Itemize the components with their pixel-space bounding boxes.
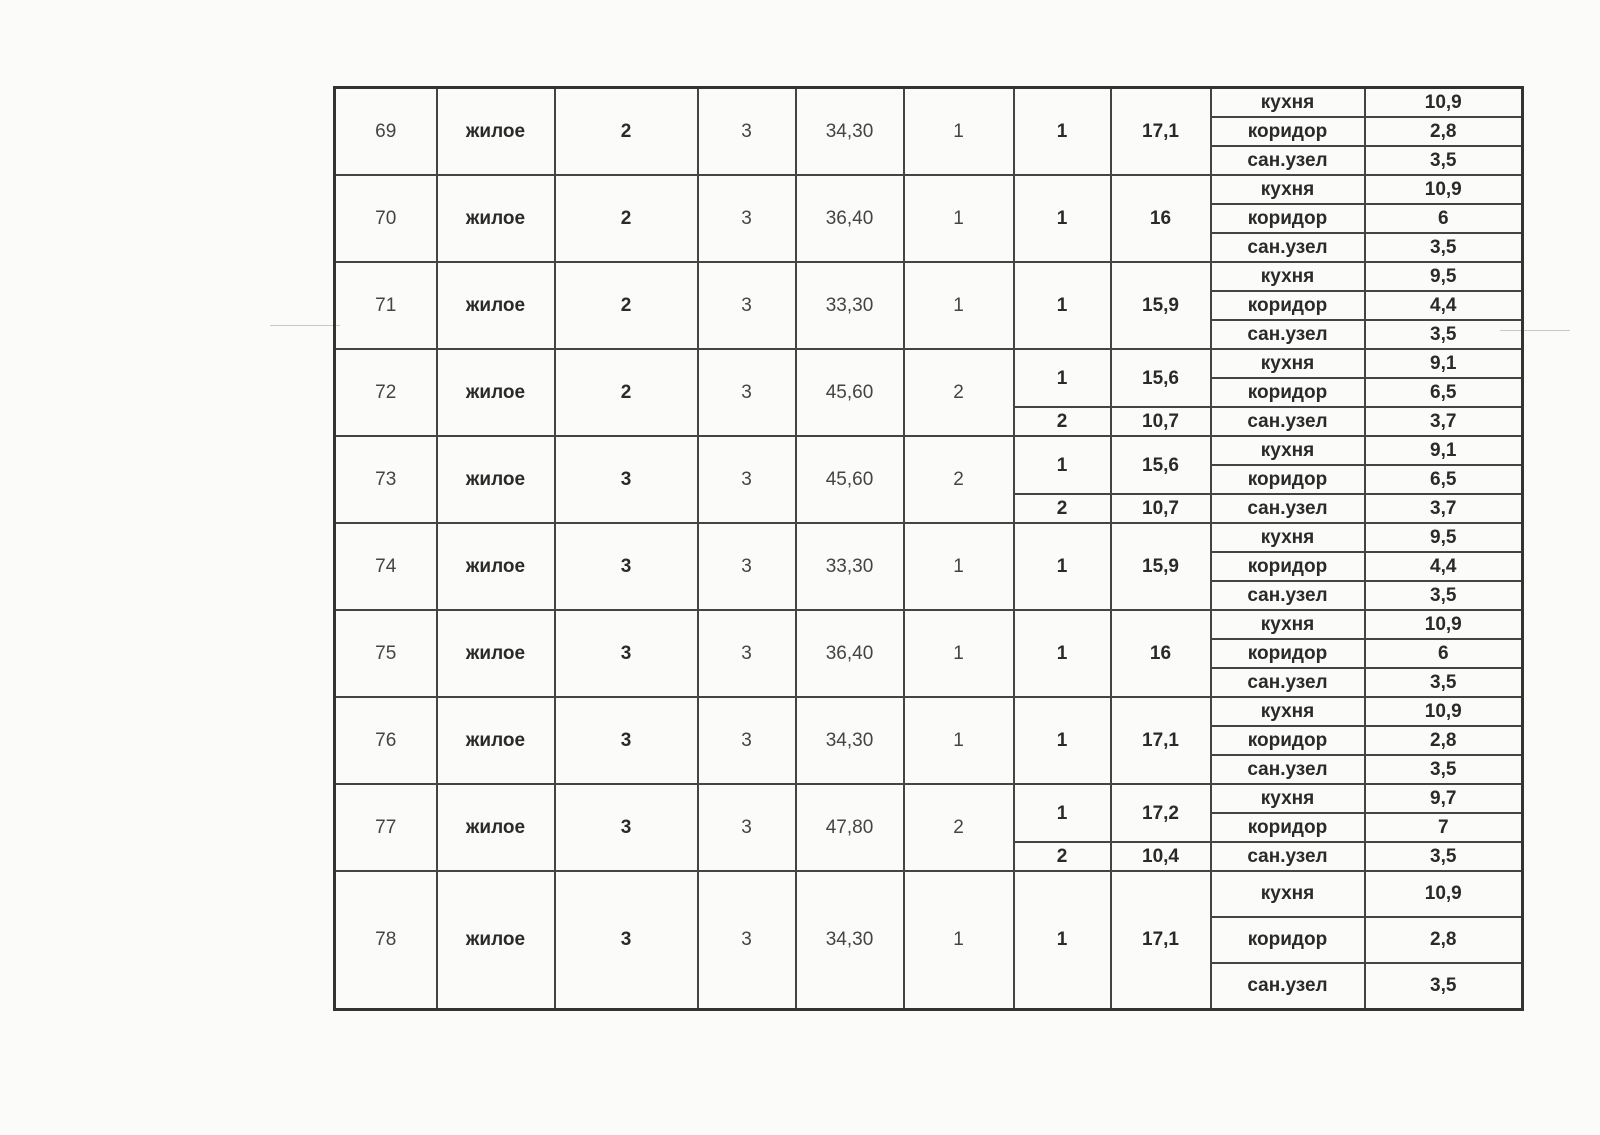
aux-room-name: коридор — [1211, 117, 1365, 146]
aux-room-area: 9,1 — [1365, 436, 1523, 465]
table-row — [335, 349, 1523, 378]
aux-room-name: сан.узел — [1211, 842, 1365, 871]
floors-total: 3 — [698, 523, 796, 610]
premises-type: жилое — [437, 871, 555, 1010]
room-area: 10,7 — [1111, 494, 1211, 523]
total-area: 36,40 — [796, 610, 904, 697]
aux-room-name: кухня — [1211, 175, 1365, 204]
floors-total: 3 — [698, 697, 796, 784]
aux-room-name: кухня — [1211, 262, 1365, 291]
floor: 3 — [555, 784, 698, 871]
apartment-number: 78 — [335, 871, 437, 1010]
room-area: 17,1 — [1111, 697, 1211, 784]
table-row — [335, 436, 1523, 465]
aux-room-area: 10,9 — [1365, 697, 1523, 726]
aux-room-area: 6 — [1365, 204, 1523, 233]
aux-room-name: кухня — [1211, 349, 1365, 378]
floors-total: 3 — [698, 349, 796, 436]
room-number: 2 — [1014, 842, 1111, 871]
apartments-table — [333, 86, 1524, 1011]
aux-room-area: 9,1 — [1365, 349, 1523, 378]
rooms-count: 1 — [904, 88, 1014, 176]
floors-total: 3 — [698, 784, 796, 871]
apartment-number: 74 — [335, 523, 437, 610]
room-area: 16 — [1111, 610, 1211, 697]
aux-room-name: сан.узел — [1211, 320, 1365, 349]
aux-room-name: сан.узел — [1211, 233, 1365, 262]
total-area: 34,30 — [796, 697, 904, 784]
total-area: 47,80 — [796, 784, 904, 871]
table-row — [335, 697, 1523, 726]
aux-room-name: коридор — [1211, 639, 1365, 668]
rooms-count: 1 — [904, 871, 1014, 1010]
room-area: 15,6 — [1111, 349, 1211, 407]
room-number: 1 — [1014, 610, 1111, 697]
room-area: 16 — [1111, 175, 1211, 262]
floors-total: 3 — [698, 436, 796, 523]
aux-room-area: 3,7 — [1365, 494, 1523, 523]
rooms-count: 1 — [904, 262, 1014, 349]
floors-total: 3 — [698, 610, 796, 697]
room-number: 1 — [1014, 436, 1111, 494]
rooms-count: 1 — [904, 175, 1014, 262]
aux-room-name: сан.узел — [1211, 581, 1365, 610]
aux-room-area: 9,7 — [1365, 784, 1523, 813]
room-area: 15,9 — [1111, 262, 1211, 349]
total-area: 45,60 — [796, 349, 904, 436]
floors-total: 3 — [698, 871, 796, 1010]
aux-room-name: коридор — [1211, 813, 1365, 842]
floor: 2 — [555, 175, 698, 262]
premises-type: жилое — [437, 88, 555, 176]
aux-room-name: кухня — [1211, 871, 1365, 917]
aux-room-area: 3,5 — [1365, 581, 1523, 610]
premises-type: жилое — [437, 262, 555, 349]
aux-room-area: 9,5 — [1365, 523, 1523, 552]
room-number: 1 — [1014, 175, 1111, 262]
room-number: 1 — [1014, 523, 1111, 610]
premises-type: жилое — [437, 697, 555, 784]
apartment-number: 69 — [335, 88, 437, 176]
aux-room-area: 3,5 — [1365, 668, 1523, 697]
table-row — [335, 175, 1523, 204]
table-row — [335, 88, 1523, 118]
aux-room-name: кухня — [1211, 88, 1365, 118]
aux-room-name: коридор — [1211, 726, 1365, 755]
room-number: 2 — [1014, 494, 1111, 523]
floor: 3 — [555, 697, 698, 784]
apartment-number: 77 — [335, 784, 437, 871]
total-area: 33,30 — [796, 523, 904, 610]
table-row — [335, 610, 1523, 639]
premises-type: жилое — [437, 349, 555, 436]
aux-room-area: 3,5 — [1365, 755, 1523, 784]
apartment-number: 76 — [335, 697, 437, 784]
floors-total: 3 — [698, 88, 796, 176]
table-row — [335, 523, 1523, 552]
aux-room-area: 10,9 — [1365, 175, 1523, 204]
aux-room-name: сан.узел — [1211, 755, 1365, 784]
aux-room-name: коридор — [1211, 204, 1365, 233]
floor: 3 — [555, 523, 698, 610]
premises-type: жилое — [437, 523, 555, 610]
floor: 3 — [555, 436, 698, 523]
aux-room-area: 10,9 — [1365, 871, 1523, 917]
floor: 2 — [555, 262, 698, 349]
aux-room-area: 3,5 — [1365, 963, 1523, 1010]
room-area: 17,1 — [1111, 88, 1211, 176]
aux-room-name: коридор — [1211, 378, 1365, 407]
aux-room-area: 3,5 — [1365, 233, 1523, 262]
aux-room-area: 4,4 — [1365, 291, 1523, 320]
aux-room-name: кухня — [1211, 523, 1365, 552]
apartment-number: 70 — [335, 175, 437, 262]
premises-type: жилое — [437, 784, 555, 871]
aux-room-name: коридор — [1211, 917, 1365, 963]
room-number: 1 — [1014, 871, 1111, 1010]
aux-room-name: кухня — [1211, 784, 1365, 813]
total-area: 34,30 — [796, 88, 904, 176]
aux-room-name: сан.узел — [1211, 668, 1365, 697]
rooms-count: 2 — [904, 784, 1014, 871]
aux-room-area: 2,8 — [1365, 726, 1523, 755]
aux-room-area: 2,8 — [1365, 117, 1523, 146]
floor: 3 — [555, 871, 698, 1010]
room-number: 1 — [1014, 349, 1111, 407]
aux-room-name: коридор — [1211, 552, 1365, 581]
aux-room-area: 6 — [1365, 639, 1523, 668]
aux-room-name: сан.узел — [1211, 494, 1365, 523]
table-row — [335, 784, 1523, 813]
rooms-count: 1 — [904, 610, 1014, 697]
aux-room-area: 3,5 — [1365, 842, 1523, 871]
aux-room-area: 9,5 — [1365, 262, 1523, 291]
total-area: 36,40 — [796, 175, 904, 262]
room-number: 1 — [1014, 262, 1111, 349]
aux-room-area: 6,5 — [1365, 378, 1523, 407]
aux-room-area: 3,5 — [1365, 146, 1523, 175]
aux-room-name: кухня — [1211, 610, 1365, 639]
room-number: 1 — [1014, 88, 1111, 176]
total-area: 34,30 — [796, 871, 904, 1010]
table-row — [335, 262, 1523, 291]
aux-room-name: коридор — [1211, 465, 1365, 494]
room-number: 1 — [1014, 697, 1111, 784]
premises-type: жилое — [437, 436, 555, 523]
floor: 2 — [555, 349, 698, 436]
room-area: 10,4 — [1111, 842, 1211, 871]
aux-room-area: 10,9 — [1365, 88, 1523, 118]
room-area: 15,6 — [1111, 436, 1211, 494]
floors-total: 3 — [698, 262, 796, 349]
room-number: 2 — [1014, 407, 1111, 436]
rooms-count: 2 — [904, 436, 1014, 523]
aux-room-area: 6,5 — [1365, 465, 1523, 494]
total-area: 45,60 — [796, 436, 904, 523]
aux-room-name: кухня — [1211, 697, 1365, 726]
table-row — [335, 871, 1523, 917]
room-number: 1 — [1014, 784, 1111, 842]
rooms-count: 1 — [904, 697, 1014, 784]
premises-type: жилое — [437, 610, 555, 697]
aux-room-area: 2,8 — [1365, 917, 1523, 963]
aux-room-name: сан.узел — [1211, 963, 1365, 1010]
aux-room-area: 7 — [1365, 813, 1523, 842]
aux-room-area: 3,5 — [1365, 320, 1523, 349]
premises-type: жилое — [437, 175, 555, 262]
aux-room-name: кухня — [1211, 436, 1365, 465]
aux-room-name: сан.узел — [1211, 407, 1365, 436]
aux-room-name: коридор — [1211, 291, 1365, 320]
aux-room-name: сан.узел — [1211, 146, 1365, 175]
apartment-number: 71 — [335, 262, 437, 349]
room-area: 17,1 — [1111, 871, 1211, 1010]
floor: 3 — [555, 610, 698, 697]
apartment-number: 75 — [335, 610, 437, 697]
aux-room-area: 3,7 — [1365, 407, 1523, 436]
floor: 2 — [555, 88, 698, 176]
scan-artifact — [270, 325, 340, 326]
apartment-number: 72 — [335, 349, 437, 436]
rooms-count: 1 — [904, 523, 1014, 610]
aux-room-area: 10,9 — [1365, 610, 1523, 639]
aux-room-area: 4,4 — [1365, 552, 1523, 581]
room-area: 15,9 — [1111, 523, 1211, 610]
apartment-number: 73 — [335, 436, 437, 523]
floors-total: 3 — [698, 175, 796, 262]
room-area: 17,2 — [1111, 784, 1211, 842]
total-area: 33,30 — [796, 262, 904, 349]
room-area: 10,7 — [1111, 407, 1211, 436]
rooms-count: 2 — [904, 349, 1014, 436]
